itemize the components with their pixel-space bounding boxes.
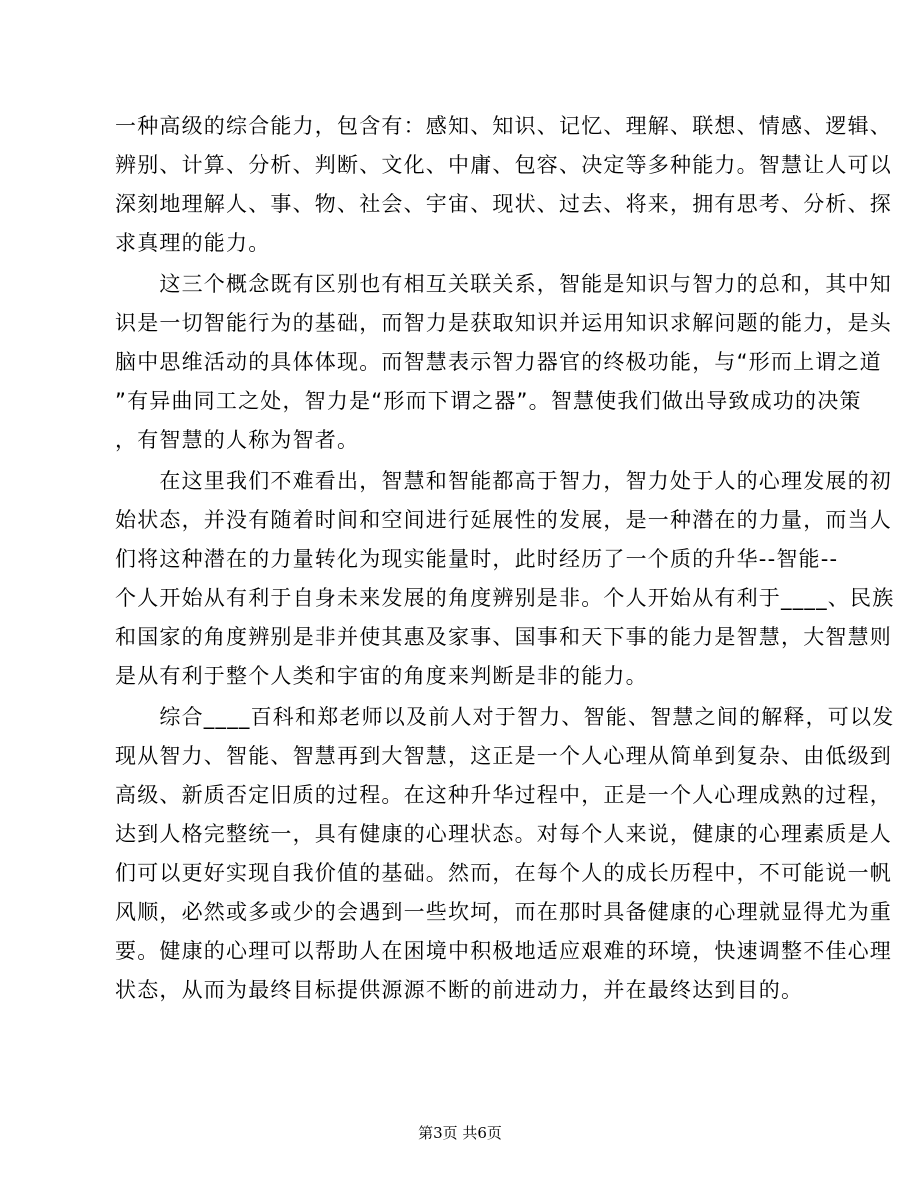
text-line: ”有异曲同工之处，智力是“形而下谓之器”。智慧使我们做出导致成功的决策 (115, 389, 862, 413)
text-line: 高级、新质否定旧质的过程。在这种升华过程中，正是一个人心理成熟的过程， (115, 783, 892, 807)
text-line: 风顺，必然或多或少的会遇到一些坎坷，而在那时具备健康的心理就显得尤为重 (115, 900, 892, 924)
text-line: 要。健康的心理可以帮助人在困境中积极地适应艰难的环境，快速调整不佳心理 (115, 939, 892, 963)
text-line: 是从有利于整个人类和宇宙的角度来判断是非的能力。 (115, 664, 648, 688)
text-line: 求真理的能力。 (115, 231, 271, 255)
page-number: 第3页 共6页 (418, 1124, 502, 1142)
text-line: 们可以更好实现自我价值的基础。然而，在每个人的成长历程中，不可能说一帆 (115, 861, 892, 885)
text-line: 状态，从而为最终目标提供源源不断的前进动力，并在最终达到目的。 (115, 978, 804, 1002)
text-line: 一种高级的综合能力，包含有：感知、知识、记忆、理解、联想、情感、逻辑、 (115, 114, 892, 138)
text-line: 和国家的角度辨别是非并使其惠及家事、国事和天下事的能力是智慧，大智慧则 (115, 625, 892, 649)
text-line: 辨别、计算、分析、判断、文化、中庸、包容、决定等多种能力。智慧让人可以 (115, 153, 892, 177)
text-line: ，有智慧的人称为智者。 (115, 428, 360, 452)
text-line: 脑中思维活动的具体体现。而智慧表示智力器官的终极功能，与“形而上谓之道 (115, 350, 882, 374)
text-line: 在这里我们不难看出，智慧和智能都高于智力，智力处于人的心理发展的初 (115, 469, 892, 493)
text-line: 深刻地理解人、事、物、社会、宇宙、现状、过去、将来，拥有思考、分析、探 (115, 192, 892, 216)
text-line: 现从智力、智能、智慧再到大智慧，这正是一个人心理从简单到复杂、由低级到 (115, 744, 892, 768)
text-line: 综合____百科和郑老师以及前人对于智力、智能、智慧之间的解释，可以发 (115, 705, 895, 729)
text-line: 这三个概念既有区别也有相互关联关系，智能是知识与智力的总和，其中知 (115, 272, 892, 296)
text-line: 达到人格完整统一，具有健康的心理状态。对每个人来说，健康的心理素质是人 (115, 822, 892, 846)
text-line: 始状态，并没有随着时间和空间进行延展性的发展，是一种潜在的力量，而当人 (115, 508, 892, 532)
text-line: 识是一切智能行为的基础，而智力是获取知识并运用知识求解问题的能力，是头 (115, 311, 892, 335)
text-line: 们将这种潜在的力量转化为现实能量时，此时经历了一个质的升华--智能-- (115, 547, 839, 571)
text-line: 个人开始从有利于自身未来发展的角度辨别是非。个人开始从有利于____、民族 (115, 586, 895, 610)
